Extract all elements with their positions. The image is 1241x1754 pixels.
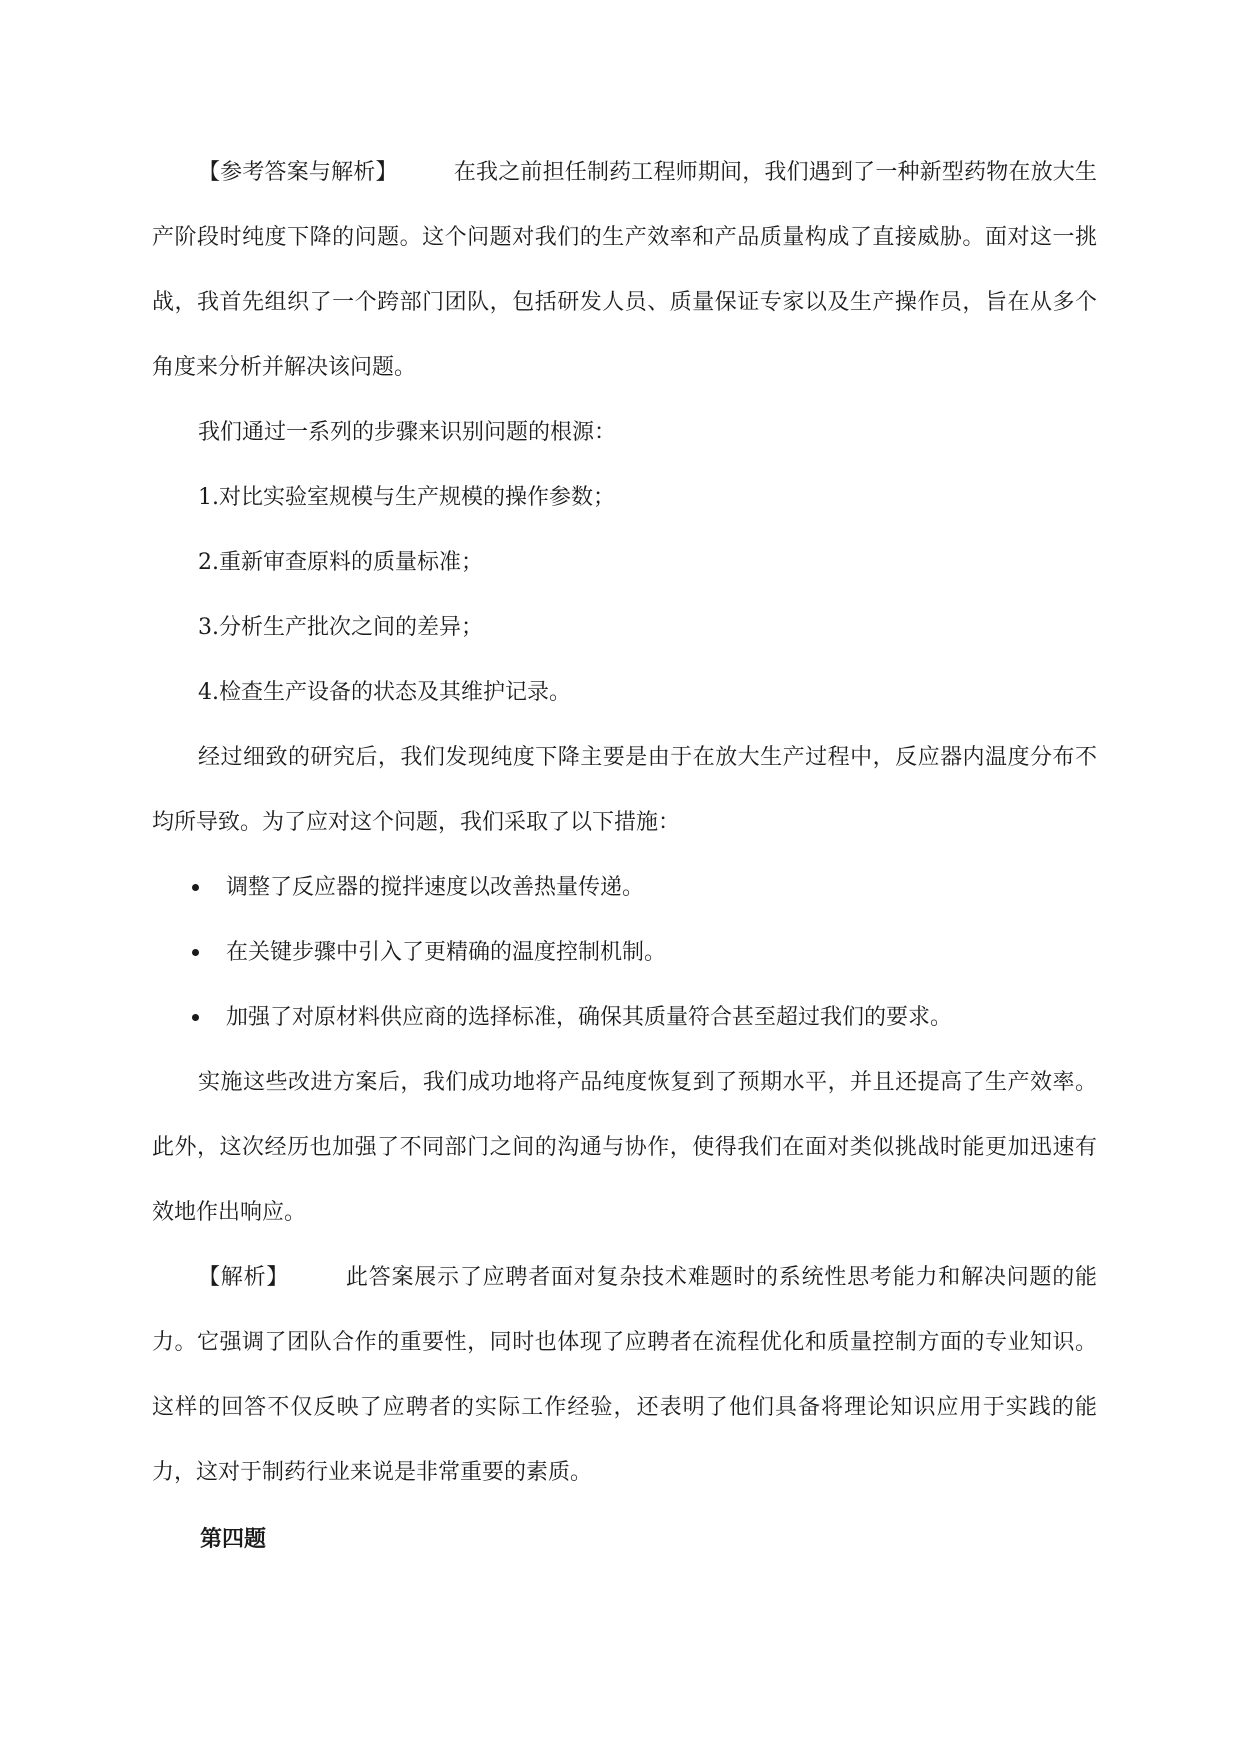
answer-tag: 【参考答案与解析】 — [198, 160, 398, 185]
measure-item-3 — [152, 985, 1097, 1050]
step-item-1: 1.对比实验室规模与生产规模的操作参数； — [198, 485, 615, 510]
measure-text-1: 调整了反应器的搅拌速度以改善热量传递。 — [226, 875, 645, 900]
answer-lead-text: 在我之前担任制药工程师期间，我们遇到了一种新型药物在放大生产阶段时纯度下降的问题。这个问题对我们的生产效率和产品质量构成了直接威胁。面对这一挑战，我首先组织了一个跨部门团队，包括研发人员、质量保证专家以及生产操作员，旨在从多个角度来分析并解决该问题。 — [152, 160, 1097, 380]
analysis-paragraph — [152, 1245, 1097, 1505]
step-item-4: 4.检查生产设备的状态及其维护记录。 — [198, 680, 571, 705]
steps-intro: 我们通过一系列的步骤来识别问题的根源： — [198, 420, 617, 445]
answer-paragraph — [152, 140, 1097, 400]
bullet-icon — [192, 884, 199, 891]
measure-text-3: 加强了对原材料供应商的选择标准，确保其质量符合甚至超过我们的要求。 — [226, 1005, 953, 1030]
measure-item-1 — [152, 855, 1097, 920]
bullet-icon — [192, 1014, 199, 1021]
step-item-2: 2.重新审查原料的质量标准； — [198, 550, 483, 575]
document-page — [152, 140, 1097, 1572]
result-paragraph: 实施这些改进方案后，我们成功地将产品纯度恢复到了预期水平，并且还提高了生产效率。此外，这次经历也加强了不同部门之间的沟通与协作，使得我们在面对类似挑战时能更加迅速有效地作出响应。 — [152, 1070, 1097, 1225]
step-item-3: 3.分析生产批次之间的差异； — [198, 615, 483, 640]
bullet-icon — [192, 949, 199, 956]
findings-paragraph: 经过细致的研究后，我们发现纯度下降主要是由于在放大生产过程中，反应器内温度分布不均所导致。为了应对这个问题，我们采取了以下措施： — [152, 745, 1097, 835]
section-heading: 第四题 — [200, 1527, 267, 1552]
analysis-text: 此答案展示了应聘者面对复杂技术难题时的系统性思考能力和解决问题的能力。它强调了团队合作的重要性，同时也体现了应聘者在流程优化和质量控制方面的专业知识。这样的回答不仅反映了应聘者的实际工作经验，还表明了他们具备将理论知识应用于实践的能力，这对于制药行业来说是非常重要的素质。 — [152, 1265, 1097, 1485]
analysis-tag: 【解析】 — [198, 1265, 290, 1290]
measure-text-2: 在关键步骤中引入了更精确的温度控制机制。 — [226, 940, 667, 965]
measure-item-2 — [152, 920, 1097, 985]
